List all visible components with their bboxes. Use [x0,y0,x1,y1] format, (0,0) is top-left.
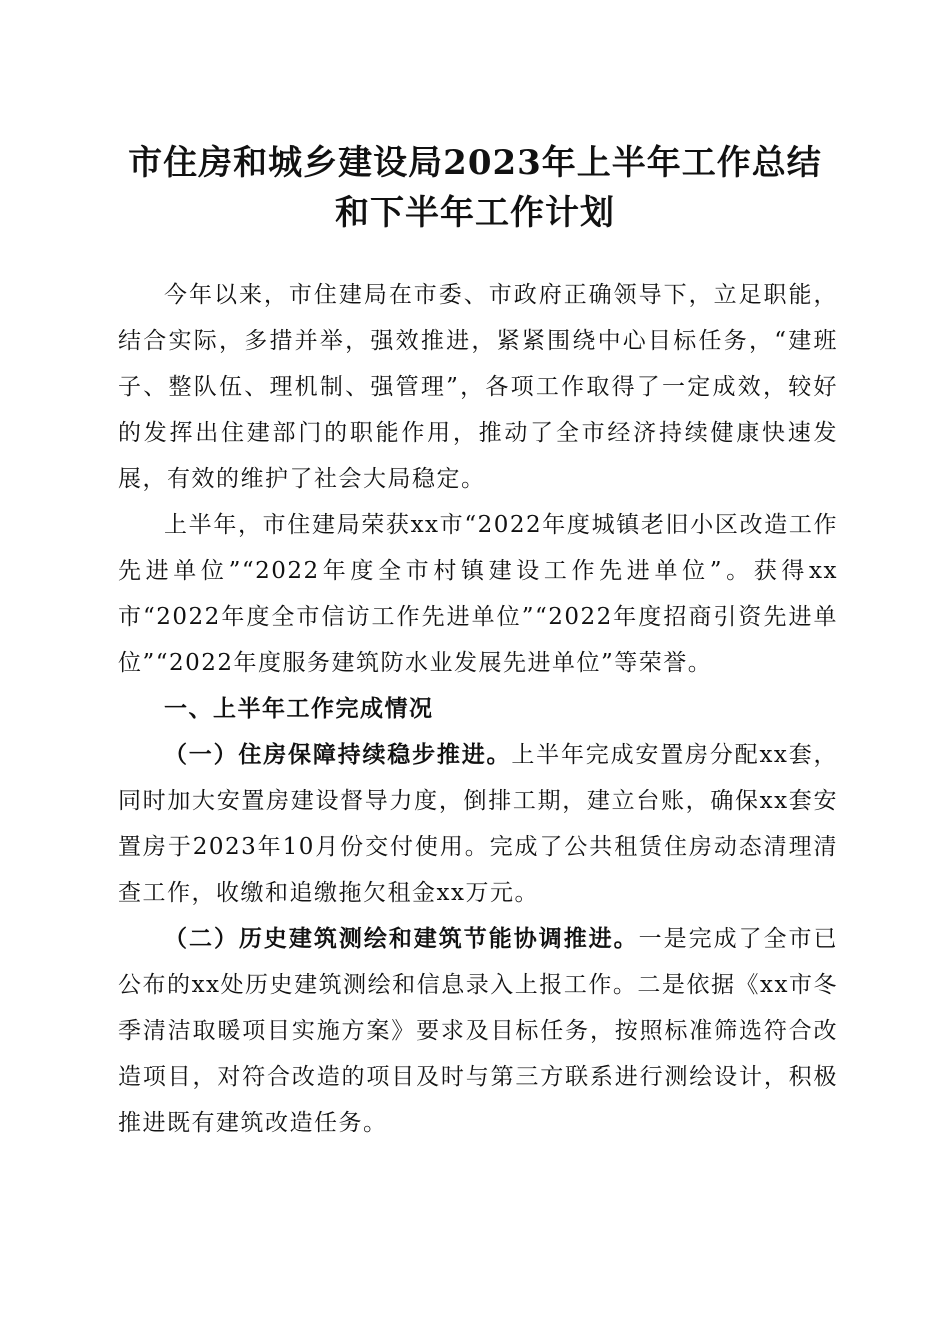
intro-paragraph: 今年以来，市住建局在市委、市政府正确领导下，立足职能，结合实际，多措并举，强效推进，紧紧围绕中心目标任务，“建班子、整队伍、理机制、强管理”，各项工作取得了一定成效，较好的发挥出住建部门的职能作用，推动了全市经济持续健康快速发展，有效的维护了社会大局稳定。 [118,282,838,492]
item-lead-1: （一）住房保障持续稳步推进。 [164,741,512,768]
item-lead-2: （二）历史建筑测绘和建筑节能协调推进。 [164,925,639,952]
title-line-1: 市住房和城乡建设局2023年上半年工作总结 [128,143,822,183]
document-body [118,272,838,1146]
item-paragraph-1 [118,732,838,916]
item-text-2: 一是完成了全市已公布的xx处历史建筑测绘和信息录入上报工作。二是依据《xx市冬季清洁取暖项目实施方案》要求及目标任务，按照标准筛选符合改造项目，对符合改造的项目及时与第三方联系进行测绘设计，积极推进既有建筑改造任务。 [118,926,839,1136]
document-title [0,138,950,238]
honors-paragraph: 上半年，市住建局荣获xx市“2022年度城镇老旧小区改造工作先进单位”“2022年度全市村镇建设工作先进单位”。获得xx市“2022年度全市信访工作先进单位”“2022年度招商引资先进单位”“2022年度服务建筑防水业发展先进单位”等荣誉。 [118,512,838,676]
item-text-1: 上半年完成安置房分配xx套，同时加大安置房建设督导力度，倒排工期，建立台账，确保xx套安置房于2023年10月份交付使用。完成了公共租赁住房动态清理清查工作，收缴和追缴拖欠租金xx万元。 [118,742,839,906]
section-heading-1: 一、上半年工作完成情况 [164,696,434,722]
title-line-2: 和下半年工作计划 [335,193,615,233]
item-paragraph-2 [118,916,838,1146]
